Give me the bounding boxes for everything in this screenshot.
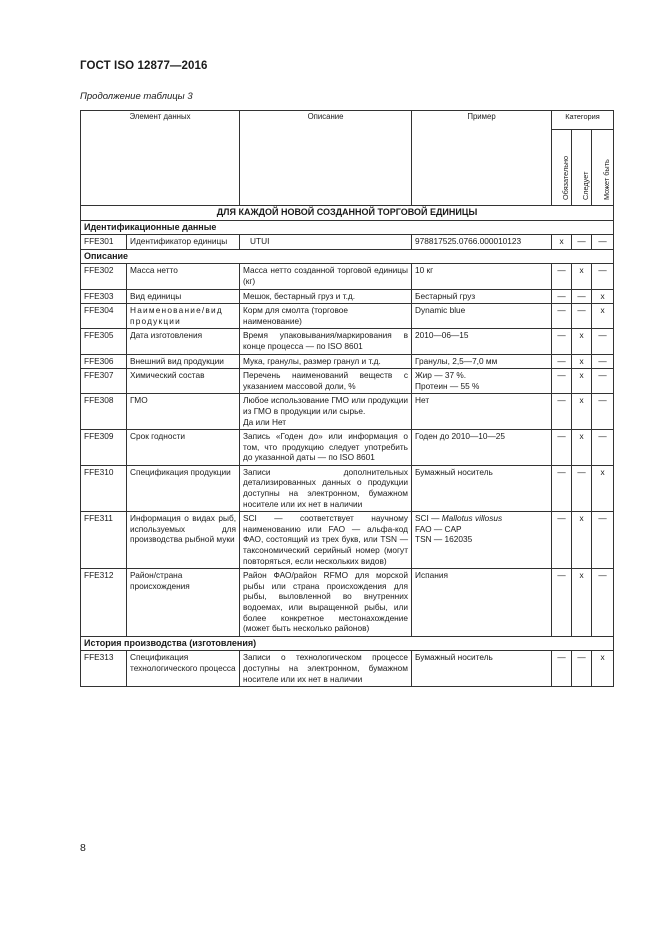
row-description: Время упаковывания/маркирования в конце процесса — по ISO 8601 [240,329,412,354]
row-may: x [592,304,614,329]
row-example: 978817525.0766.000010123 [412,235,552,250]
row-code: FFE313 [81,651,127,687]
row-element-name: Идентификатор единицы [127,235,240,250]
row-mandatory: — [552,430,572,466]
row-should: x [572,394,592,430]
row-description: UTUI [240,235,412,250]
row-example: Годен до 2010—10—25 [412,430,552,466]
table-row [81,465,614,511]
row-description: Масса нетто созданной торговой единицы (кг) [240,264,412,289]
column-header-example: Пример [412,111,552,206]
row-may: x [592,465,614,511]
row-element-name: Срок годности [127,430,240,466]
row-code: FFE309 [81,430,127,466]
group-history: История производства (изготовления) [81,636,614,651]
row-element-name: ГМО [127,394,240,430]
row-code: FFE304 [81,304,127,329]
row-may: — [592,329,614,354]
row-may: x [592,651,614,687]
species-name: Mallotus villosus [441,513,503,524]
row-description: Записи о технологическом процессе доступны на электронном, бумажном носителе или их нет в наличии [240,651,412,687]
column-header-mandatory: Обязательно [552,130,572,206]
page-number: 8 [80,842,86,854]
row-should: — [572,289,592,304]
group-row [81,220,614,235]
row-description: Мешок, бестарный груз и т.д. [240,289,412,304]
row-mandatory: — [552,354,572,369]
row-code: FFE302 [81,264,127,289]
row-element-name: Информация о видах рыб, используемых для производства рыбной муки [127,512,240,569]
row-code: FFE305 [81,329,127,354]
row-mandatory: — [552,329,572,354]
column-header-should: Следует [572,130,592,206]
row-may: — [592,354,614,369]
section-row [81,206,614,221]
description-line: Да или Нет [243,416,287,427]
row-element-name: Район/страна происхождения [127,569,240,637]
table-row [81,569,614,637]
row-may: — [592,430,614,466]
row-example: Испания [412,569,552,637]
row-mandatory: — [552,394,572,430]
table-row [81,264,614,289]
table-row [81,394,614,430]
row-may: — [592,569,614,637]
row-element-name: Масса нетто [127,264,240,289]
group-row [81,636,614,651]
row-description: Корм для смолта (торговое наименование) [240,304,412,329]
table-continuation-caption: Продолжение таблицы 3 [80,91,193,102]
row-description [240,394,412,430]
document-title: ГОСТ ISO 12877—2016 [80,60,208,72]
example-line: SCI — Mallotus villosus [415,513,503,524]
row-example [412,369,552,394]
row-mandatory: — [552,512,572,569]
row-mandatory: — [552,369,572,394]
row-should: x [572,430,592,466]
row-code: FFE311 [81,512,127,569]
row-example: 10 кг [412,264,552,289]
row-code: FFE308 [81,394,127,430]
row-element-name: Внешний вид продукции [127,354,240,369]
row-example [412,512,552,569]
row-description: Перечень наименований веществ с указанием массовой доли, % [240,369,412,394]
example-line: TSN — 162035 [415,534,473,545]
row-code: FFE306 [81,354,127,369]
section-title: ДЛЯ КАЖДОЙ НОВОЙ СОЗДАННОЙ ТОРГОВОЙ ЕДИНИЦЫ [81,206,614,221]
row-example: Гранулы, 2,5—7,0 мм [412,354,552,369]
table-row [81,289,614,304]
row-may: — [592,512,614,569]
row-example: Dynamic blue [412,304,552,329]
row-mandatory: — [552,289,572,304]
row-may: — [592,235,614,250]
row-should: — [572,465,592,511]
row-example: Нет [412,394,552,430]
group-row [81,249,614,264]
row-element-name: Дата изготовления [127,329,240,354]
data-elements-table [80,110,614,687]
example-line: FAO — CAP [415,523,462,534]
row-mandatory: — [552,264,572,289]
table-row [81,430,614,466]
row-may: — [592,264,614,289]
table-row [81,235,614,250]
row-may: — [592,394,614,430]
row-mandatory: — [552,651,572,687]
column-header-description: Описание [240,111,412,206]
row-mandatory: x [552,235,572,250]
row-should: — [572,235,592,250]
column-header-element: Элемент данных [81,111,240,206]
row-code: FFE307 [81,369,127,394]
row-should: — [572,651,592,687]
group-identification: Идентификационные данные [81,220,614,235]
row-mandatory: — [552,304,572,329]
table-row [81,304,614,329]
row-mandatory: — [552,465,572,511]
row-code: FFE301 [81,235,127,250]
example-line: Жир — 37 %. [415,370,467,381]
row-code: FFE310 [81,465,127,511]
row-should: x [572,264,592,289]
row-description: Запись «Годен до» или информация о том, что продукцию следует употребить до указанной даты — по ISO 8601 [240,430,412,466]
row-code: FFE312 [81,569,127,637]
table-row [81,329,614,354]
row-example: Бумажный носитель [412,651,552,687]
row-may: — [592,369,614,394]
row-should: x [572,329,592,354]
row-should: x [572,512,592,569]
table-row [81,512,614,569]
row-description: SCI — соответствует научному наименованию или FAO — альфа-код ФАО, состоящий из трех букв, или TSN — таксономический серийный номер (могут повторяться, если нескольких видов) [240,512,412,569]
row-description: Мука, гранулы, размер гранул и т.д. [240,354,412,369]
row-should: x [572,354,592,369]
example-line: Протеин — 55 % [415,380,480,391]
row-element-name: Спецификация технологического процесса [127,651,240,687]
row-description: Район ФАО/район RFMO для морской рыбы или страна происхождения для рыбы, выловленной во внутренних водоемах, или выращенной рыбы, или более конкретное местонахождение (может быть несколько районов) [240,569,412,637]
row-mandatory: — [552,569,572,637]
column-header-may: Может быть [592,130,614,206]
row-element-name: Вид единицы [127,289,240,304]
column-header-category: Категория [552,111,614,130]
row-element-name: Химический состав [127,369,240,394]
row-element-name: Спецификация продукции [127,465,240,511]
row-example: Бестарный груз [412,289,552,304]
table-row [81,651,614,687]
table-row [81,369,614,394]
table-row [81,354,614,369]
row-description: Записи дополнительных детализированных данных о продукции доступны на электронном, бумажном носителе или их нет в наличии [240,465,412,511]
row-example: Бумажный носитель [412,465,552,511]
row-may: x [592,289,614,304]
description-line: Любое использование ГМО или продукции из ГМО в продукции или сырье. [243,395,409,416]
group-description: Описание [81,249,614,264]
row-should: x [572,569,592,637]
row-should: — [572,304,592,329]
row-should: x [572,369,592,394]
row-element-name: Наименование/вид продукции [127,304,240,329]
row-code: FFE303 [81,289,127,304]
row-example: 2010—06—15 [412,329,552,354]
